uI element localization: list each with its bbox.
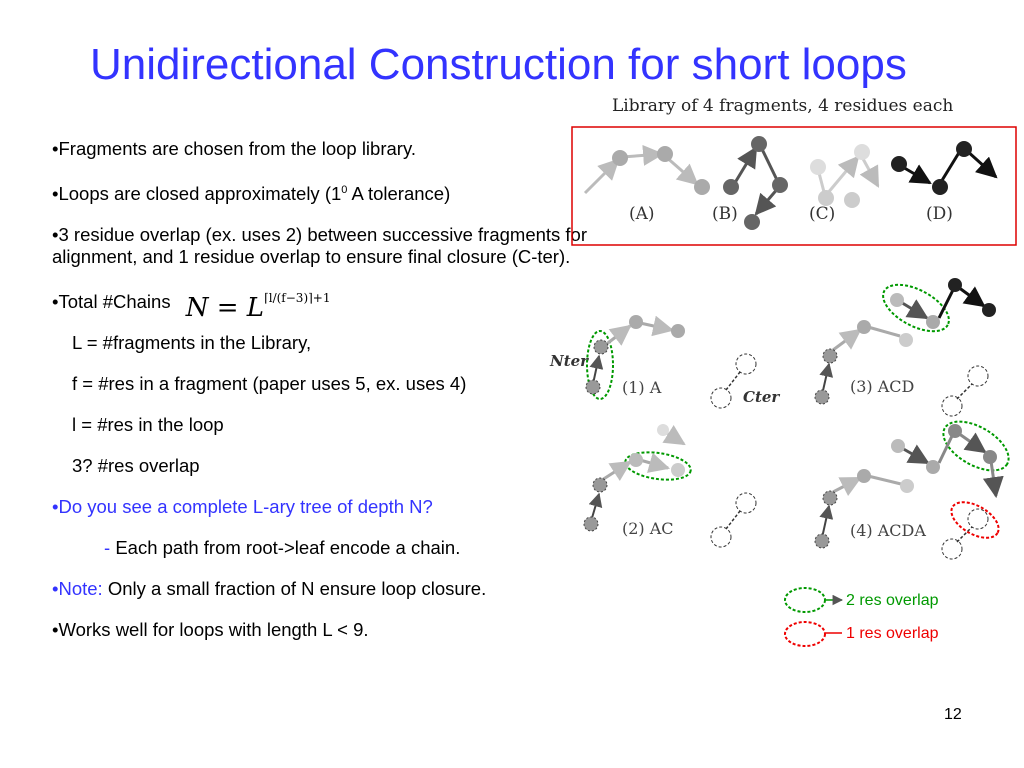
bullet-closure-tail: A tolerance) (347, 183, 451, 205)
bullet-question: •Do you see a complete L-ary tree of depth N? (52, 496, 433, 518)
note-text: Only a small fraction of N ensure loop closure. (102, 578, 487, 600)
def-l: l = #res in the loop (72, 414, 224, 436)
def-L: L = #fragments in the Library, (72, 332, 312, 354)
bullet-overlap: •3 residue overlap (ex. uses 2) between successive fragments for alignment, and 1 residue overlap to ensure final closure (C-ter). (52, 224, 588, 268)
formula-exponent: ⌈l/(f−3)⌉+1 (264, 291, 331, 306)
page-number: 12 (944, 706, 962, 723)
step-label-2: (2) AC (622, 519, 674, 538)
slide-title: Unidirectional Construction for short loops (90, 40, 907, 89)
def-f: f = #res in a fragment (paper uses 5, ex. uses 4) (72, 373, 467, 395)
legend (785, 588, 939, 646)
def-overlap: 3? #res overlap (72, 455, 200, 477)
total-chains-label: •Total #Chains (52, 291, 171, 313)
cter-label: Cter (743, 388, 780, 406)
library-caption: Library of 4 fragments, 4 residues each (612, 96, 954, 116)
fragment-label-a: (A) (629, 204, 655, 224)
step-label-3: (3) ACD (850, 377, 915, 396)
bullet-closure-sup: 0 (341, 184, 348, 196)
fragment-label-d: (D) (926, 204, 953, 224)
step-label-1: (1) A (622, 378, 662, 397)
legend-green-swatch (785, 588, 825, 612)
fragment-a (585, 146, 710, 195)
legend-red-swatch (785, 622, 825, 646)
path-text: Each path from root->leaf encode a chain. (115, 537, 461, 559)
bullet-fragments: •Fragments are chosen from the loop library. (52, 138, 416, 159)
fragment-c (810, 144, 878, 208)
step-1-diagram (586, 315, 756, 408)
formula-base: N = L (185, 293, 265, 324)
bullet-closure-text: •Loops are closed approximately (1 (52, 183, 342, 205)
legend-green-label: 2 res overlap (846, 592, 939, 609)
fragment-label-c: (C) (809, 204, 836, 224)
nter-label: Nter (550, 352, 589, 370)
legend-red-label: 1 res overlap (846, 625, 939, 642)
step-label-4: (4) ACDA (850, 521, 926, 540)
fragment-label-b: (B) (712, 204, 738, 224)
path-dash: - (104, 537, 116, 559)
bullet-works-well: •Works well for loops with length L < 9. (52, 619, 369, 641)
library-frame (572, 127, 1016, 245)
note-label: •Note: (52, 578, 103, 600)
fragment-d (891, 141, 996, 195)
